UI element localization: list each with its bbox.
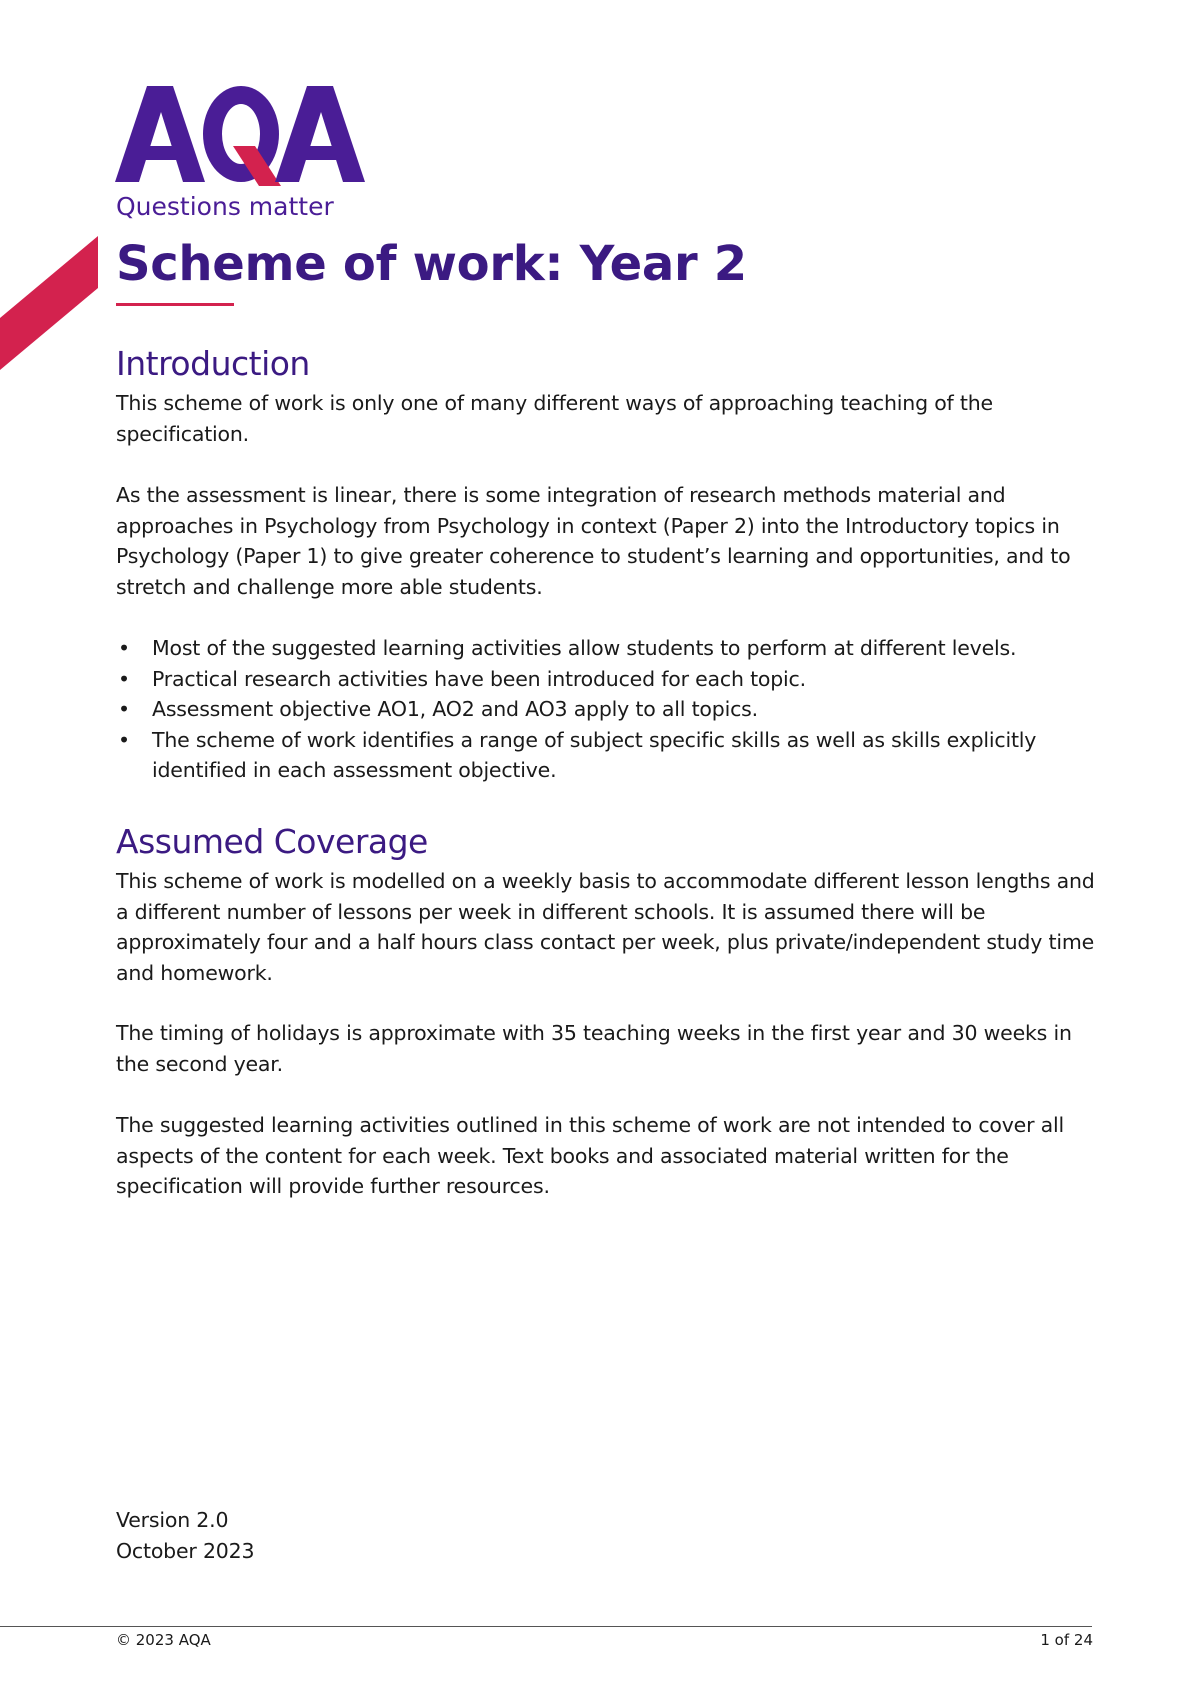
version-block	[116, 1505, 254, 1566]
bullet-icon: •	[118, 636, 130, 660]
intro-paragraph-1: This scheme of work is only one of many different ways of approaching teaching of the specification.	[116, 391, 993, 446]
coverage-paragraph-2: The timing of holidays is approximate with 35 teaching weeks in the first year and 30 weeks in the second year.	[116, 1021, 1072, 1076]
document-title: Scheme of work: Year 2	[116, 236, 747, 292]
intro-bullet-list	[116, 633, 1096, 786]
list-item: • Most of the suggested learning activities allow students to perform at different levels.	[116, 633, 1096, 664]
footer-divider	[0, 1626, 1092, 1627]
footer-copyright: © 2023 AQA	[116, 1631, 211, 1649]
decorative-ribbon	[0, 236, 98, 372]
version-date: October 2023	[116, 1538, 255, 1563]
page-number: 1 of 24	[1040, 1631, 1093, 1649]
intro-paragraph-2: As the assessment is linear, there is some integration of research methods material and approaches in Psychology from Psychology in context (Paper 2) into the Introductory topics in Psychology (Paper 1) to give greater coherence to student’s learning and opportunities, and to stretch and challenge more able students.	[116, 483, 1071, 599]
coverage-paragraph-3: The suggested learning activities outlined in this scheme of work are not intended to cover all aspects of the content for each week. Text books and associated material written for the specification will provide further resources.	[116, 1113, 1064, 1198]
list-item: • Assessment objective AO1, AO2 and AO3 apply to all topics.	[116, 694, 1096, 725]
title-underline	[116, 303, 234, 306]
introduction-heading: Introduction	[116, 344, 310, 383]
coverage-paragraph-1: This scheme of work is modelled on a weekly basis to accommodate different lesson lengths and a different number of lessons per week in different schools. It is assumed there will be approximately four and a half hours class contact per week, plus private/independent study time and homework.	[116, 869, 1095, 985]
bullet-icon: •	[118, 727, 130, 752]
list-item: • Practical research activities have been introduced for each topic.	[116, 664, 1096, 695]
brand-tagline: Questions matter	[116, 192, 334, 221]
coverage-heading: Assumed Coverage	[116, 822, 428, 861]
version-label: Version 2.0	[116, 1508, 229, 1532]
list-item: • The scheme of work identifies a range of subject specific skills as well as skills explicitly identified in each assessment objective.	[116, 725, 1096, 786]
bullet-icon: •	[118, 697, 130, 721]
aqa-logo-mark	[115, 82, 365, 192]
bullet-icon: •	[118, 666, 130, 691]
